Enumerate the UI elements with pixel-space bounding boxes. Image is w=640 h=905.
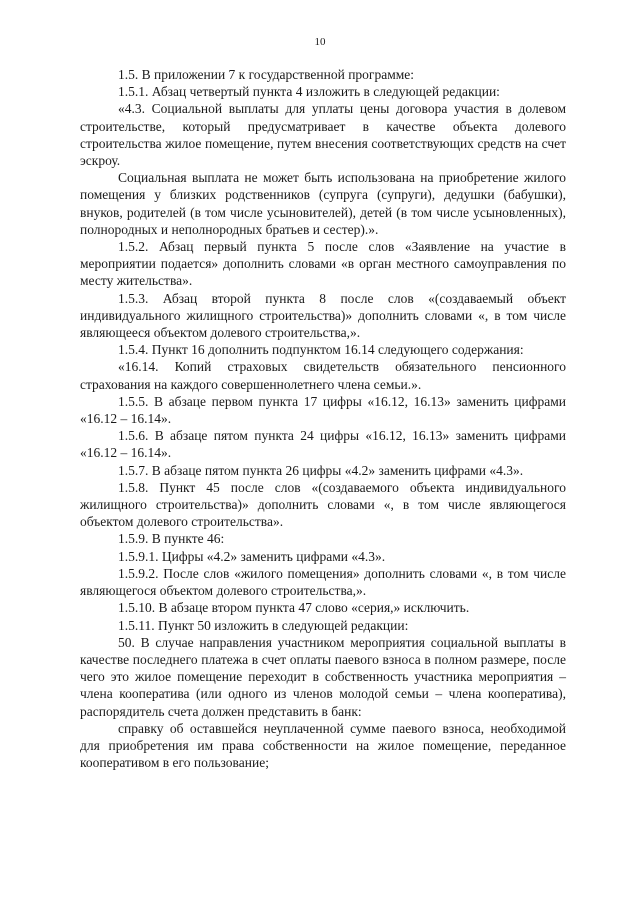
paragraph: 1.5.9. В пункте 46: (118, 531, 225, 547)
paragraph: 1.5.2. Абзац первый пункта 5 после слов «Заявление на участие в мероприятии подается» дополнить словами «в орган местного самоуправления по месту жительства». (80, 239, 566, 289)
paragraph: 1.5.5. В абзаце первом пункта 17 цифры «16.12, 16.13» заменить цифрами «16.12 – 16.14». (80, 393, 566, 427)
paragraph: 1.5.8. Пункт 45 после слов «(создаваемого объекта индивидуального жилищного строительства)» дополнить словами «, в том числе являющегося объектом долевого строительства». (80, 479, 566, 530)
paragraph: 50. В случае направления участником мероприятия социальной выплаты в качестве последнего платежа в счет оплаты паевого взноса в полном размере, после чего это жилое помещение переходит в собственность участника мероприятия – члена кооператива (или одного из членов молодой семьи – члена кооператива), распорядитель счета должен представить в банк: (80, 634, 566, 719)
paragraph: 1.5.6. В абзаце пятом пункта 24 цифры «16.12, 16.13» заменить цифрами «16.12 – 16.14». (80, 428, 566, 461)
paragraph: 1.5.9.1. Цифры «4.2» заменить цифрами «4.3». (118, 548, 386, 564)
paragraph: 1.5.3. Абзац второй пункта 8 после слов «(создаваемый объект индивидуального жилищного строительства)» дополнить словами «, в том числе являющееся объектом долевого строительства,». (80, 290, 566, 341)
page-number: 10 (314, 36, 326, 48)
paragraph: 1.5.7. В абзаце пятом пункта 26 цифры «4.2» заменить цифрами «4.3». (118, 462, 524, 478)
paragraph: 1.5.10. В абзаце втором пункта 47 слово «серия,» исключить. (118, 600, 470, 616)
paragraph: 1.5.9.2. После слов «жилого помещения» дополнить словами «, в том числе являющегося объектом долевого строительства,». (80, 565, 566, 599)
paragraph: «16.14. Копий страховых свидетельств обязательного пенсионного страхования на каждого совершеннолетнего члена семьи.». (80, 359, 566, 392)
paragraph: «4.3. Социальной выплаты для уплаты цены договора участия в долевом строительстве, который предусматривает в качестве объекта долевого строительства жилое помещение, путем внесения соответствующих средств на счет эскроу. (80, 101, 566, 169)
paragraph: 1.5. В приложении 7 к государственной программе: (118, 67, 415, 82)
paragraph: справку об оставшейся неуплаченной сумме паевого взноса, необходимой для приобретения им права собственности на жилое помещение, переданное кооперативом в его пользование; (80, 720, 566, 771)
paragraph: Социальная выплата не может быть использована на приобретение жилого помещения у близких родственников (супруга (супруги), дедушки (бабушки), внуков, родителей (в том числе усыновителей), детей (в том числе усыновленных), полнородных и неполнородных братьев и сестер).». (80, 170, 566, 237)
document-body (80, 66, 566, 771)
paragraph: 1.5.11. Пункт 50 изложить в следующей редакции: (118, 617, 409, 633)
paragraph: 1.5.4. Пункт 16 дополнить подпунктом 16.14 следующего содержания: (118, 342, 524, 358)
paragraph: 1.5.1. Абзац четвертый пункта 4 изложить в следующей редакции: (118, 84, 500, 100)
